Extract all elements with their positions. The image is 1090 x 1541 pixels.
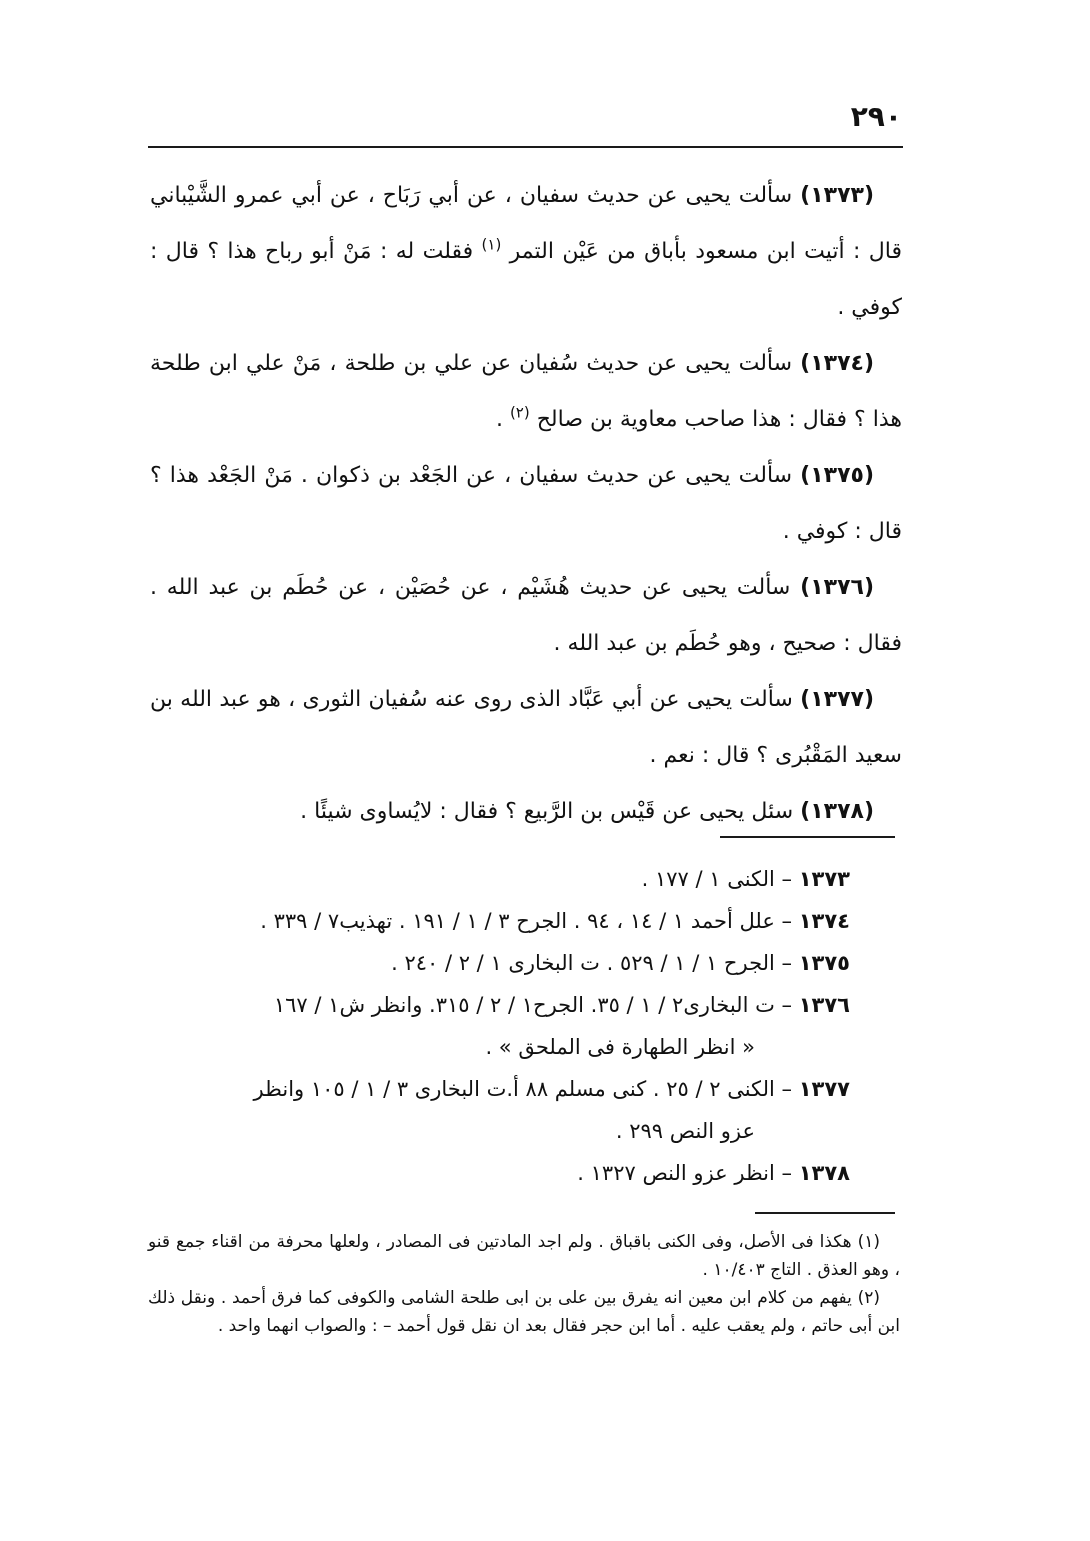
footnotes [148,1228,900,1340]
entry-number: (١٣٧٧) [800,687,874,712]
entry-1378 [150,784,902,840]
reference-number: ١٣٧٤ [798,909,850,933]
reference-1378 [160,1152,850,1194]
entry-text: سألت يحيى عن حديث سفيان ، عن أبي رَبَاح ، عن أبي عمرو الشَّيْباني قال : أتيت ابن مسعود بأباق من عَيْن التمر [150,183,902,264]
entry-text: سألت يحيى عن حديث هُشَيْم ، عن حُصَيْن ، عن حُطَم بن عبد الله . فقال : صحيح ، وهو حُطَم بن عبد الله . [150,575,902,656]
reference-1376 [160,984,850,1068]
footnote-marker: (١) [481,235,502,254]
reference-1374 [160,900,850,942]
reference-number: ١٣٧٨ [798,1161,850,1185]
entry-1374 [150,336,902,448]
entry-number: (١٣٧٥) [800,463,874,488]
reference-1375 [160,942,850,984]
reference-1377 [160,1068,850,1152]
reference-text: – الكنى ٢ / ٢٥ . كنى مسلم ٨٨ أ.ت البخارى ٣ / ١ / ١٠٥ وانظر [253,1077,799,1101]
reference-number: ١٣٧٥ [798,951,850,975]
entry-text: سئل يحيى عن قَيْس بن الرَّبيع ؟ فقال : لايُساوى شيئًا . [300,799,801,824]
entry-1377 [150,672,902,784]
reference-text: – انظر عزو النص ١٣٢٧ . [577,1161,799,1185]
reference-text: – الكنى ١ / ١٧٧ . [641,867,799,891]
reference-1373 [160,858,850,900]
page-number: ٢٩٠ [850,100,902,133]
entry-number: (١٣٧٤) [800,351,874,376]
entry-1375 [150,448,902,560]
entry-number: (١٣٧٦) [800,575,874,600]
entry-text: سألت يحيى عن حديث سُفيان عن علي بن طلحة ، مَنْ علي ابن طلحة هذا ؟ فقال : هذا صاحب معاوية بن صالح [150,351,902,432]
entry-1373 [150,168,902,336]
reference-number: ١٣٧٣ [798,867,850,891]
reference-text: – ت البخارى٢ / ١ / ٣٥. الجرح١ / ٢ / ٣١٥. وانظر ش١ / ١٦٧ [273,993,799,1017]
footnote-1: (١) هكذا فى الأصل، وفى الكنى باقباق . ولم اجد المادتين فى المصادر ، ولعلها محرفة من اقناء جمع قنو ، وهو العذق . التاج ١٠/٤٠٣ . [148,1232,900,1280]
entry-text-cont: فقلت له : مَنْ أبو رباح هذا ؟ قال : كوفي . [150,239,902,320]
reference-continuation: عزو النص ٢٩٩ . [615,1119,755,1143]
footnote-2: (٢) يفهم من كلام ابن معين انه يفرق بين على بن ابى طلحة الشامى والكوفى كما فرق أحمد . ونقل ذلك ابن أبى حاتم ، ولم يعقب عليه . أما ابن حجر فقال بعد ان نقل قول أحمد – : والصواب انهما واحد . [148,1288,900,1336]
footnote-marker: (٢) [509,403,530,422]
reference-text: – علل أحمد ١ / ١٤ ، ٩٤ . الجرح ٣ / ١ / ١٩١ . تهذيب٧ / ٣٣٩ . [260,909,799,933]
references [160,858,850,1194]
header-rule [148,146,903,148]
entry-number: (١٣٧٣) [800,183,874,208]
entry-number: (١٣٧٨) [800,799,874,824]
reference-text: – الجرح ١ / ١ / ٥٢٩ . ت البخارى ١ / ٢ / ٢٤٠ . [391,951,799,975]
reference-number: ١٣٧٧ [798,1077,850,1101]
entry-text-cont: . [495,407,510,432]
reference-continuation: « انظر الطهارة فى الملحق » . [485,1035,755,1059]
entry-text: سألت يحيى عن أبي عَبَّاد الذى روى عنه سُفيان الثورى ، هو عبد الله بن سعيد المَقْبُرى ؟ قال : نعم . [150,687,902,768]
footnotes-rule [755,1212,895,1214]
entry-text: سألت يحيى عن حديث سفيان ، عن الجَعْد بن ذكوان . مَنْ الجَعْد هذا ؟ قال : كوفي . [150,463,902,544]
main-text [150,168,902,840]
entry-1376 [150,560,902,672]
reference-number: ١٣٧٦ [798,993,850,1017]
references-rule [720,836,895,838]
